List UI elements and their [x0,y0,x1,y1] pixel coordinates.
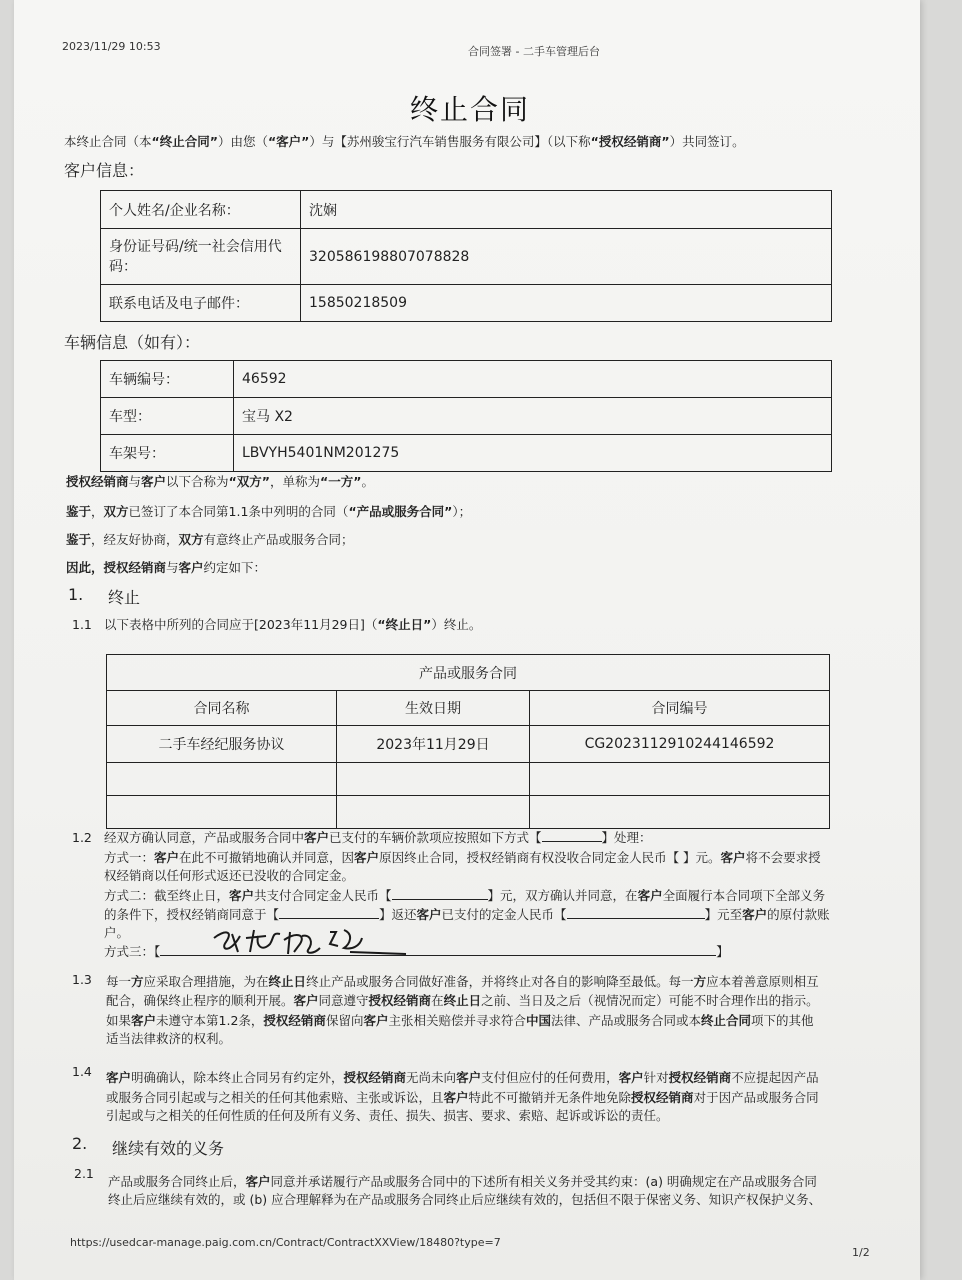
clause-1-1: 以下表格中所列的合同应于[2023年11月29日]（“终止日”）终止。 [104,617,482,632]
table-cell: 二手车经纪服务协议 [107,726,337,763]
clause-1-2-intro: 经双方确认同意，产品或服务合同中客户已支付的车辆价款项应按照如下方式【 】处理： [104,830,652,845]
clause-1-4-line-3: 引起或与之相关的任何性质的任何及所有义务、责任、损失、损害、要求、索赔、起诉或诉讼的责任。 [106,1108,669,1123]
table-row [101,435,832,472]
customer-value: 沈娴 [301,191,832,229]
table-row-empty [107,796,830,829]
intro-paragraph: 本终止合同（本“终止合同”）由您（“客户”）与【苏州骏宝行汽车销售服务有限公司】（以下称“授权经销商”）共同签订。 [64,134,745,149]
whereas-clause-2: 鉴于，经友好协商，双方有意终止产品或服务合同； [66,532,354,547]
handwritten-signature [210,924,410,960]
print-url: https://usedcar-manage.paig.com.cn/Contract/ContractXXView/18480?type=7 [70,1236,501,1249]
document-title: 终止合同 [410,93,531,126]
clause-1-2-option-3: 方式三：【 】 [104,944,729,959]
table-row-empty [107,763,830,796]
section-1-title: 终止 [108,588,141,607]
clause-2-1-line-1: 产品或服务合同终止后，客户同意并承诺履行产品或服务合同中的下述所有相关义务并受其约束：(a) 明确规定在产品或服务合同 [108,1174,817,1189]
section-1-number: 1. [68,585,84,604]
clause-2-1-number: 2.1 [74,1166,94,1181]
clause-1-3-line-2: 配合，确保终止程序的顺利开展。客户同意遵守授权经销商在终止日之前、当日及之后（视情况而定）可能不时合理作出的指示。 [106,993,819,1008]
column-header: 生效日期 [337,691,530,726]
clause-1-3-line-3: 如果客户未遵守本第1.2条，授权经销商保留向客户主张相关赔偿并寻求符合中国法律、产品或服务合同或本终止合同项下的其他 [106,1013,814,1028]
clause-1-2-option-1: 方式一：客户在此不可撤销地确认并同意，因客户原因终止合同，授权经销商有权没收合同定金人民币【 】元。客户将不会要求授 [104,850,821,865]
clause-1-2-option-1-cont: 权经销商以任何形式返还已没收的合同定金。 [104,868,355,883]
table-caption: 产品或服务合同 [107,655,830,691]
print-page-title: 合同签署 - 二手车管理后台 [468,45,600,58]
vehicle-value: 宝马 X2 [234,398,832,435]
clause-1-4-line-2: 或服务合同引起或与之相关的任何其他索赔、主张或诉讼，且客户特此不可撤销并无条件地免除授权经销商对于因产品或服务合同 [106,1090,819,1105]
table-caption-row [107,655,830,691]
table-row [101,361,832,398]
clause-1-2-option-2-cont: 的条件下，授权经销商同意于【 】返还客户已支付的定金人民币【 】元至客户的原付款账 [104,907,830,922]
customer-info-table [100,190,832,322]
document-page [14,0,920,1280]
column-header: 合同编号 [530,691,830,726]
table-cell: CG2023112910244146592 [530,726,830,763]
customer-info-heading: 客户信息： [64,161,145,180]
clause-1-4-line-1: 客户明确确认，除本终止合同另有约定外，授权经销商无尚未向客户支付但应付的任何费用，客户针对授权经销商不应提起因产品 [106,1070,819,1085]
table-row [101,229,832,285]
customer-value: 15850218509 [301,285,832,322]
clause-1-3-number: 1.3 [72,972,92,987]
customer-label: 个人姓名/企业名称： [101,191,301,229]
vehicle-value: 46592 [234,361,832,398]
customer-label: 联系电话及电子邮件： [101,285,301,322]
whereas-clause-1: 鉴于，双方已签订了本合同第1.1条中列明的合同（“产品或服务合同”）； [66,504,472,519]
section-2-title: 继续有效的义务 [112,1139,225,1158]
table-row [107,726,830,763]
clause-1-1-number: 1.1 [72,617,92,632]
table-row [101,191,832,229]
customer-value: 320586198807078828 [301,229,832,285]
clause-1-3-line-1: 每一方应采取合理措施，为在终止日终止产品或服务合同做好准备，并将终止对各自的影响降至最低。每一方应本着善意原则相互 [106,974,819,989]
clause-1-4-number: 1.4 [72,1064,92,1079]
clause-2-1-line-2: 终止后应继续有效的，或 (b) 应合理解释为在产品或服务合同终止后应继续有效的，包括但不限于保密义务、知识产权保护义务、 [108,1192,822,1207]
parties-clause: 授权经销商与客户以下合称为“双方”，单称为“一方”。 [66,474,374,489]
column-header: 合同名称 [107,691,337,726]
page-number: 1/2 [852,1246,870,1259]
clause-1-2-number: 1.2 [72,830,92,845]
vehicle-info-heading: 车辆信息（如有）： [64,333,201,352]
print-datetime: 2023/11/29 10:53 [62,40,161,53]
vehicle-info-table [100,360,832,472]
vehicle-value: LBVYH5401NM201275 [234,435,832,472]
table-row [101,398,832,435]
vehicle-label: 车型： [101,398,234,435]
customer-label: 身份证号码/统一社会信用代码： [101,229,301,285]
contract-table [106,654,830,829]
therefore-clause: 因此，授权经销商与客户约定如下： [66,560,267,575]
vehicle-label: 车架号： [101,435,234,472]
table-cell: 2023年11月29日 [337,726,530,763]
clause-1-2-option-2: 方式二：截至终止日，客户共支付合同定金人民币【 】元，双方确认并同意，在客户全面履行本合同项下全部义务 [104,888,826,903]
clause-1-3-line-4: 适当法律救济的权利。 [106,1031,232,1046]
clause-1-2-option-2-end: 户。 [104,925,130,940]
table-row [101,285,832,322]
table-header-row [107,691,830,726]
section-2-number: 2. [72,1134,88,1153]
vehicle-label: 车辆编号： [101,361,234,398]
